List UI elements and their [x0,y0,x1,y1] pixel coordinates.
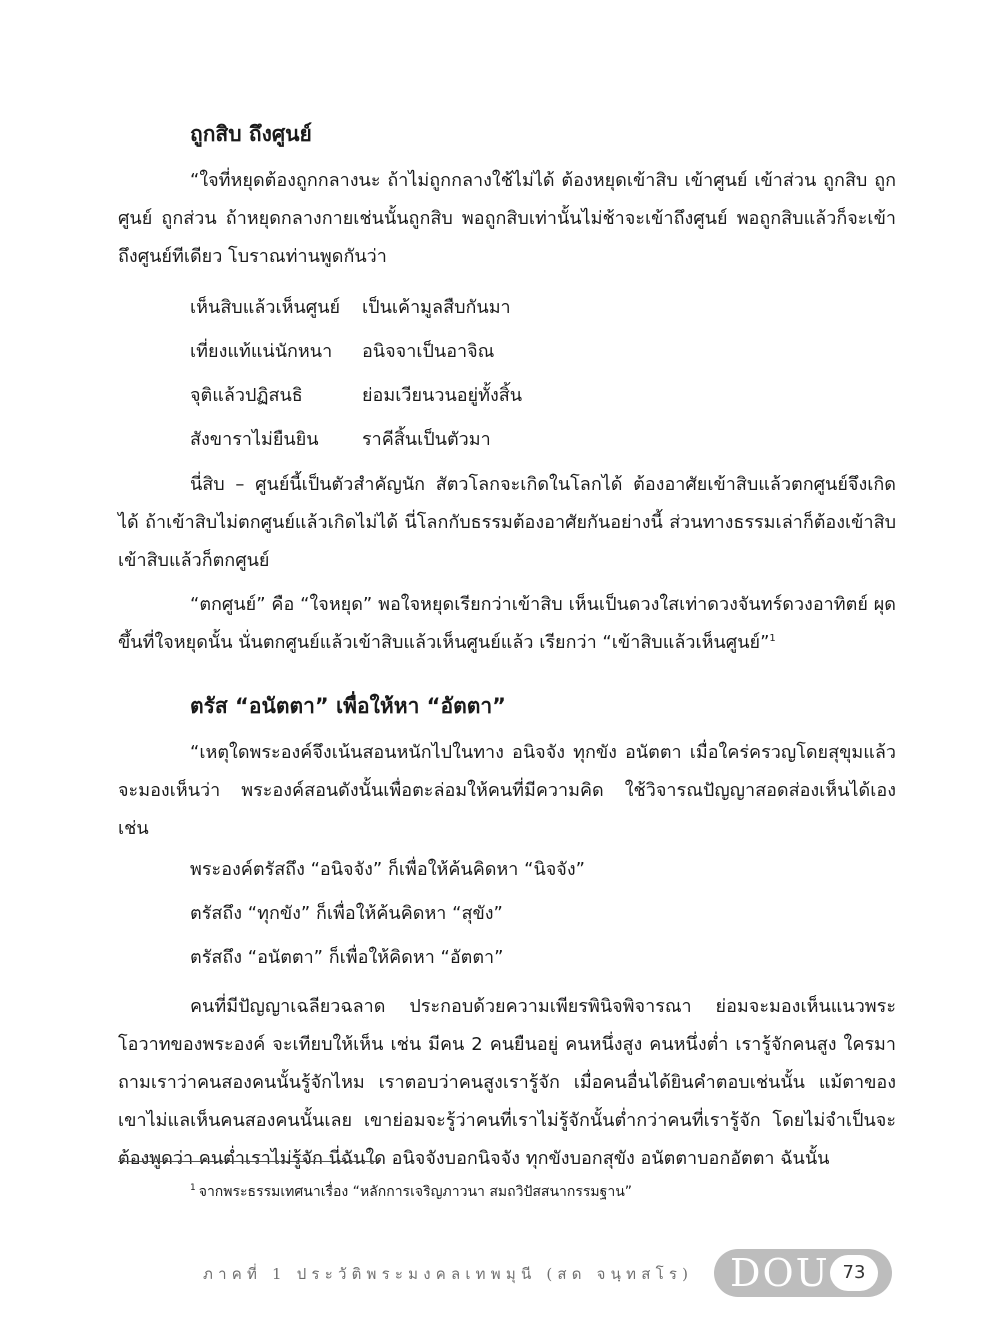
page-number: 73 [830,1255,878,1291]
verse-line-first-half: สังขาราไม่ยืนยิน [190,429,319,450]
footnote-text: จากพระธรรมเทศนาเรื่อง “หลักการเจริญภาวนา สมถวิปัสสนากรรมฐาน” [198,1184,633,1200]
spacer [118,980,896,988]
verse-line-first-half: เห็นสิบแล้วเห็นศูนย์ [190,297,341,318]
verse-row [190,286,896,330]
paragraph: นี่สิบ – ศูนย์นี้เป็นตัวสำคัญนัก สัตวโลกจะเกิดในโลกได้ ต้องอาศัยเข้าสิบแล้วตกศูนย์จึงเกิดได้ ถ้าเข้าสิบไม่ตกศูนย์แล้วเกิดไม่ได้ นี่โลกกับธรรมต้องอาศัยกันอย่างนี้ ส่วนทางธรรมเล่าก็ต้องเข้าสิบ เข้าสิบแล้วก็ตกศูนย์ [118,474,896,571]
section-spacer [118,662,896,690]
running-footer: ภาคที่ 1 ประวัติพระมงคลเทพมุนี (สด จนฺทสโร) [203,1265,694,1283]
verse-block [190,286,896,462]
paragraph: “ใจที่หยุดต้องถูกกลางนะ ถ้าไม่ถูกกลางใช้ไม่ได้ ต้องหยุดเข้าสิบ เข้าศูนย์ เข้าส่วน ถูกสิบ ถูกศูนย์ ถูกส่วน ถ้าหยุดกลางกายเช่นนั้นถูกสิบ พอถูกสิบเท่านั้นไม่ช้าจะเข้าถึงศูนย์ พอถูกสิบแล้วก็จะเข้าถึงศูนย์ทีเดียว โบราณท่านพูดกันว่า [118,170,896,267]
verse-row [190,418,896,462]
footnote-reference: 1 [769,633,776,644]
verse-row [190,330,896,374]
list-item: ตรัสถึง “ทุกขัง” ก็เพื่อให้ค้นคิดหา “สุขัง” [190,903,503,924]
paragraph [118,586,896,662]
section-heading-2: ตรัส “อนัตตา” เพื่อให้หา “อัตตา” [190,694,506,718]
verse-line-second-half: ย่อมเวียนวนอยู่ทั้งสิ้น [362,385,523,406]
paragraph: คนที่มีปัญญาเฉลียวฉลาด ประกอบด้วยความเพียรพินิจพิจารณา ย่อมจะมองเห็นแนวพระโอวาทของพระองค์ จะเทียบให้เห็น เช่น มีคน 2 คนยืนอยู่ คนหนึ่งสูง คนหนึ่งต่ำ เรารู้จักคนสูง ใครมาถามเราว่าคนสองคนนั้นรู้จักไหม เราตอบว่าคนสูงเรารู้จัก เมื่อคนอื่นได้ยินคำตอบเช่นนั้น แม้ตาของเขาไม่แลเห็นคนสองคนนั้นเลย เขาย่อมจะรู้ว่าคนที่เราไม่รู้จักนั้นต่ำกว่าคนที่เรารู้จัก โดยไม่จำเป็นจะต้องพูดว่า คนต่ำเราไม่รู้จัก นี่ฉันใด อนิจจังบอกนิจจัง ทุกขังบอกสุขัง อนัตตาบอกอัตตา ฉันนั้น [118,996,897,1169]
teaching-list [118,848,896,980]
footnote-mark: 1 [190,1183,196,1194]
paragraph: “เหตุใดพระองค์จึงเน้นสอนหนักไปในทาง อนิจจัง ทุกขัง อนัตตา เมื่อใคร่ครวญโดยสุขุมแล้ว จะมองเห็นว่า พระองค์สอนดังนั้นเพื่อตะล่อมให้คนที่มีความคิด ใช้วิจารณปัญญาสอดส่องเห็นได้เอง เช่น [118,742,896,839]
paragraph-text: “ตกศูนย์” คือ “ใจหยุด” พอใจหยุดเรียกว่าเข้าสิบ เห็นเป็นดวงใสเท่าดวงจันทร์ดวงอาทิตย์ ผุดขึ้นที่ใจหยุดนั้น นั่นตกศูนย์แล้วเข้าสิบแล้วเห็นศูนย์แล้ว เรียกว่า “เข้าสิบแล้วเห็นศูนย์” [118,594,896,653]
verse-line-first-half: เที่ยงแท้แน่นักหนา [190,341,333,362]
verse-row [190,374,896,418]
verse-line-second-half: อนิจจาเป็นอาจิณ [362,341,495,362]
verse-line-second-half: ราคีสิ้นเป็นตัวมา [362,429,491,450]
verse-line-second-half: เป็นเค้ามูลสืบกันมา [362,297,511,318]
section-heading-1: ถูกสิบ ถึงศูนย์ [190,122,312,146]
logo-text: DOU [730,1251,830,1295]
footnote-divider [118,1161,380,1162]
list-item: พระองค์ตรัสถึง “อนิจจัง” ก็เพื่อให้ค้นคิดหา “นิจจัง” [190,859,585,880]
verse-line-first-half: จุติแล้วปฏิสนธิ [190,385,303,406]
list-item: ตรัสถึง “อนัตตา” ก็เพื่อให้คิดหา “อัตตา” [190,947,504,968]
main-content [118,118,896,1178]
footnote [190,1180,632,1204]
